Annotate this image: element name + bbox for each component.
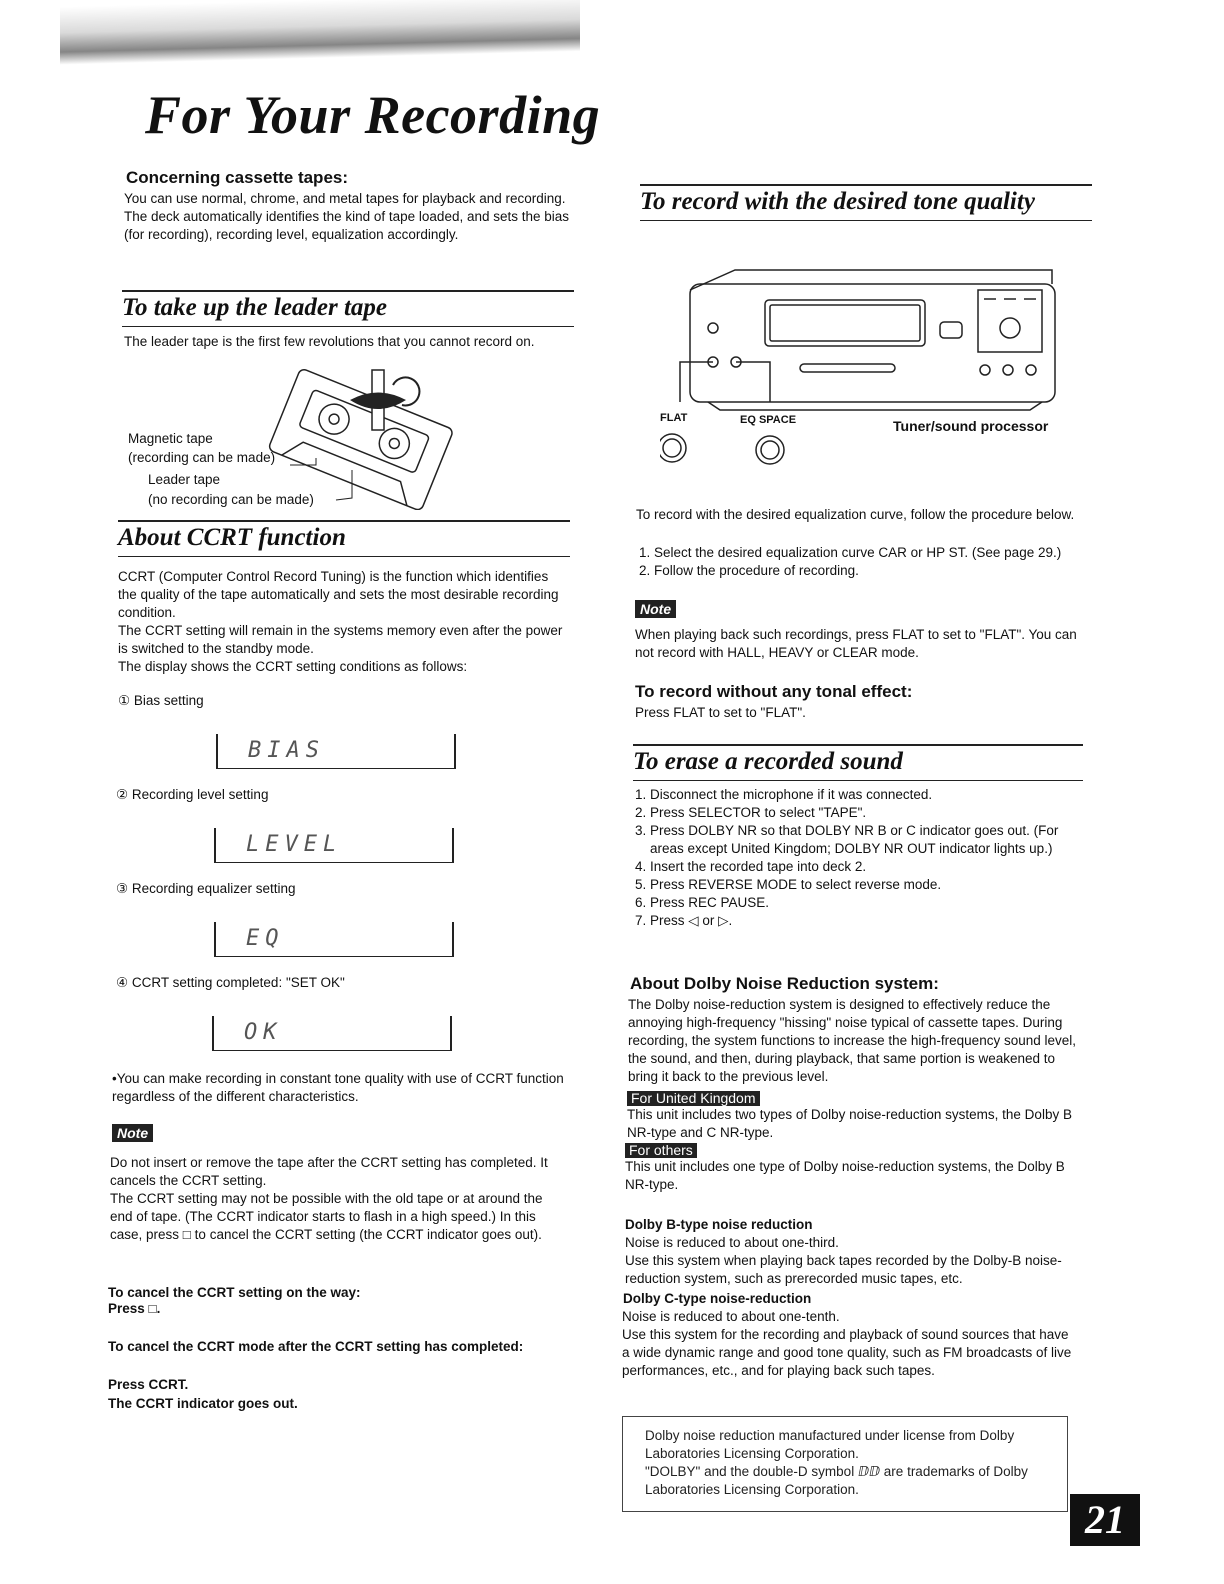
lcd-display-eq [214, 922, 454, 957]
tone-step: 2. Follow the procedure of recording. [654, 562, 1088, 580]
leader-section-title: To take up the leader tape [122, 290, 574, 327]
cassette-illustration [250, 360, 470, 510]
tone-section-title: To record with the desired tone quality [640, 184, 1092, 221]
erase-step: 4. Insert the recorded tape into deck 2. [650, 858, 1084, 876]
erase-steps [632, 786, 1084, 930]
erase-step: 5. Press REVERSE MODE to select reverse mode. [650, 876, 1084, 894]
ccrt-note-badge [112, 1124, 153, 1143]
ccrt-text [118, 568, 570, 676]
cancel-way-heading: To cancel the CCRT setting on the way: [108, 1285, 361, 1300]
label-eq-space: EQ SPACE [740, 414, 797, 426]
header-decoration [60, 0, 580, 65]
ccrt-section-title: About CCRT function [118, 520, 570, 557]
label-leader-tape: Leader tape [148, 472, 221, 487]
dolby-c-text-1: Noise is reduced to about one-tenth. [622, 1309, 840, 1324]
ccrt-item-1 [118, 692, 204, 710]
tone-intro: To record with the desired equalization curve, follow the procedure below. [636, 507, 1075, 522]
page-title: For Your Recording [145, 85, 601, 145]
region-badge: For United Kingdom [627, 1091, 760, 1106]
ccrt-note-2: The CCRT setting may not be possible with the old tape or at around the end of tape. (The CCRT indicator starts to flash in a high speed.) In this case, press □ to cancel the CCRT setting (the CCRT indicator goes out). [110, 1191, 543, 1242]
erase-step: 3. Press DOLBY NR so that DOLBY NR B or C indicator goes out. (For areas except United Kingdom; DOLBY NR OUT indicator lights up.) [650, 822, 1084, 858]
dolby-c-heading: Dolby C-type noise-reduction [623, 1291, 812, 1306]
tone-note-badge [635, 600, 676, 619]
dolby-license-box [622, 1416, 1068, 1512]
dolby-b-text-1: Noise is reduced to about one-third. [625, 1235, 839, 1250]
dolby-b-text [625, 1234, 1077, 1288]
dolby-b-heading: Dolby B-type noise reduction [625, 1217, 813, 1232]
dolby-b-text-2: Use this system when playing back tapes recorded by the Dolby-B noise-reduction system, such as prerecorded music tapes, etc. [625, 1253, 1062, 1286]
cancel-mode-text-2: The CCRT indicator goes out. [108, 1396, 298, 1411]
tuner-illustration [660, 262, 1070, 472]
lcd-text: LEVEL [246, 832, 343, 857]
lcd-text: OK [244, 1020, 283, 1045]
ccrt-p3: The display shows the CCRT setting conditions as follows: [118, 659, 468, 674]
lcd-display-ok [212, 1016, 452, 1051]
tone-step: 1. Select the desired equalization curve CAR or HP ST. (See page 29.) [654, 544, 1088, 562]
dolby-heading: About Dolby Noise Reduction system: [630, 974, 939, 993]
note-badge: Note [635, 600, 676, 618]
others-text: This unit includes one type of Dolby noise-reduction systems, the Dolby B NR-type. [625, 1159, 1065, 1192]
license-text-2: "DOLBY" and the double-D symbol ⅅⅅ are trademarks of Dolby Laboratories Licensing Corporation. [645, 1464, 1028, 1497]
label-flat: FLAT [660, 412, 688, 424]
ccrt-item-num: ③ [116, 881, 129, 896]
leader-text: The leader tape is the first few revolutions that you cannot record on. [124, 334, 535, 349]
cassette-text: You can use normal, chrome, and metal tapes for playback and recording. The deck automatically identifies the kind of tape loaded, and sets the bias (for recording), recording level, equalization accordingly. [124, 191, 570, 242]
erase-step: 6. Press REC PAUSE. [650, 894, 1084, 912]
ccrt-note [110, 1154, 562, 1244]
cancel-mode-text-1: Press CCRT. [108, 1377, 189, 1392]
label-leader-tape-sub: (no recording can be made) [148, 492, 314, 507]
erase-step: 1. Disconnect the microphone if it was connected. [650, 786, 1084, 804]
ccrt-item-num: ② [116, 787, 129, 802]
tone-note: When playing back such recordings, press FLAT to set to "FLAT". You can not record with HALL, HEAVY or CLEAR mode. [635, 627, 1077, 660]
ccrt-item-4 [116, 974, 345, 992]
erase-section-title: To erase a recorded sound [633, 744, 1083, 781]
uk-text: This unit includes two types of Dolby noise-reduction systems, the Dolby B NR-type and C NR-type. [627, 1107, 1072, 1140]
ccrt-item-label: CCRT setting completed: "SET OK" [131, 975, 345, 990]
cancel-mode-heading: To cancel the CCRT mode after the CCRT setting has completed: [108, 1339, 524, 1354]
label-magnetic-tape: Magnetic tape [128, 431, 213, 446]
dolby-intro: The Dolby noise-reduction system is designed to effectively reduce the annoying high-frequency "hissing" noise typical of cassette tapes. During recording, the system functions to increase the high-frequency sound level, the sound, and then, during playback, that same portion is weakened to bring it back to the previous level. [628, 997, 1076, 1084]
ccrt-item-num: ④ [116, 975, 129, 990]
lcd-text: EQ [246, 926, 285, 951]
page-number: 21 [1070, 1494, 1140, 1546]
ccrt-item-3 [116, 880, 295, 898]
note-badge: Note [112, 1124, 153, 1142]
ccrt-p2: The CCRT setting will remain in the systems memory even after the power is switched to the standby mode. [118, 623, 563, 656]
ccrt-note-1: Do not insert or remove the tape after the CCRT setting has completed. It cancels the CCRT setting. [110, 1155, 548, 1188]
no-effect-heading: To record without any tonal effect: [635, 682, 913, 701]
license-text-1: Dolby noise reduction manufactured under license from Dolby Laboratories Licensing Corporation. [645, 1428, 1015, 1461]
label-magnetic-tape-sub: (recording can be made) [128, 450, 276, 465]
cancel-way-text: Press □. [108, 1301, 161, 1316]
lcd-display-bias [216, 734, 456, 769]
ccrt-item-num: ① [118, 693, 131, 708]
ccrt-item-label: Recording level setting [131, 787, 269, 802]
dolby-c-text [622, 1308, 1074, 1380]
ccrt-item-label: Recording equalizer setting [131, 881, 296, 896]
ccrt-bullet: •You can make recording in constant tone quality with use of CCRT function regardless of the different characteristics. [112, 1071, 564, 1104]
cassette-heading: Concerning cassette tapes: [126, 168, 349, 187]
ccrt-item-label: Bias setting [133, 693, 204, 708]
tone-steps [636, 544, 1088, 580]
dolby-c-text-2: Use this system for the recording and playback of sound sources that have a wide dynamic range and good tone quality, such as FM broadcasts of live performances, etc., and for playing back such tapes. [622, 1327, 1072, 1378]
ccrt-item-2 [116, 786, 268, 804]
label-tuner: Tuner/sound processor [893, 418, 1049, 434]
erase-step: 2. Press SELECTOR to select "TAPE". [650, 804, 1084, 822]
no-effect-text: Press FLAT to set to "FLAT". [635, 705, 806, 720]
lcd-display-level [214, 828, 454, 863]
erase-step: 7. Press ◁ or ▷. [650, 912, 1084, 930]
region-badge: For others [625, 1143, 697, 1158]
ccrt-p1: CCRT (Computer Control Record Tuning) is the function which identifies the quality of the tape automatically and sets the most desirable recording condition. [118, 569, 559, 620]
lcd-text: BIAS [248, 738, 325, 763]
